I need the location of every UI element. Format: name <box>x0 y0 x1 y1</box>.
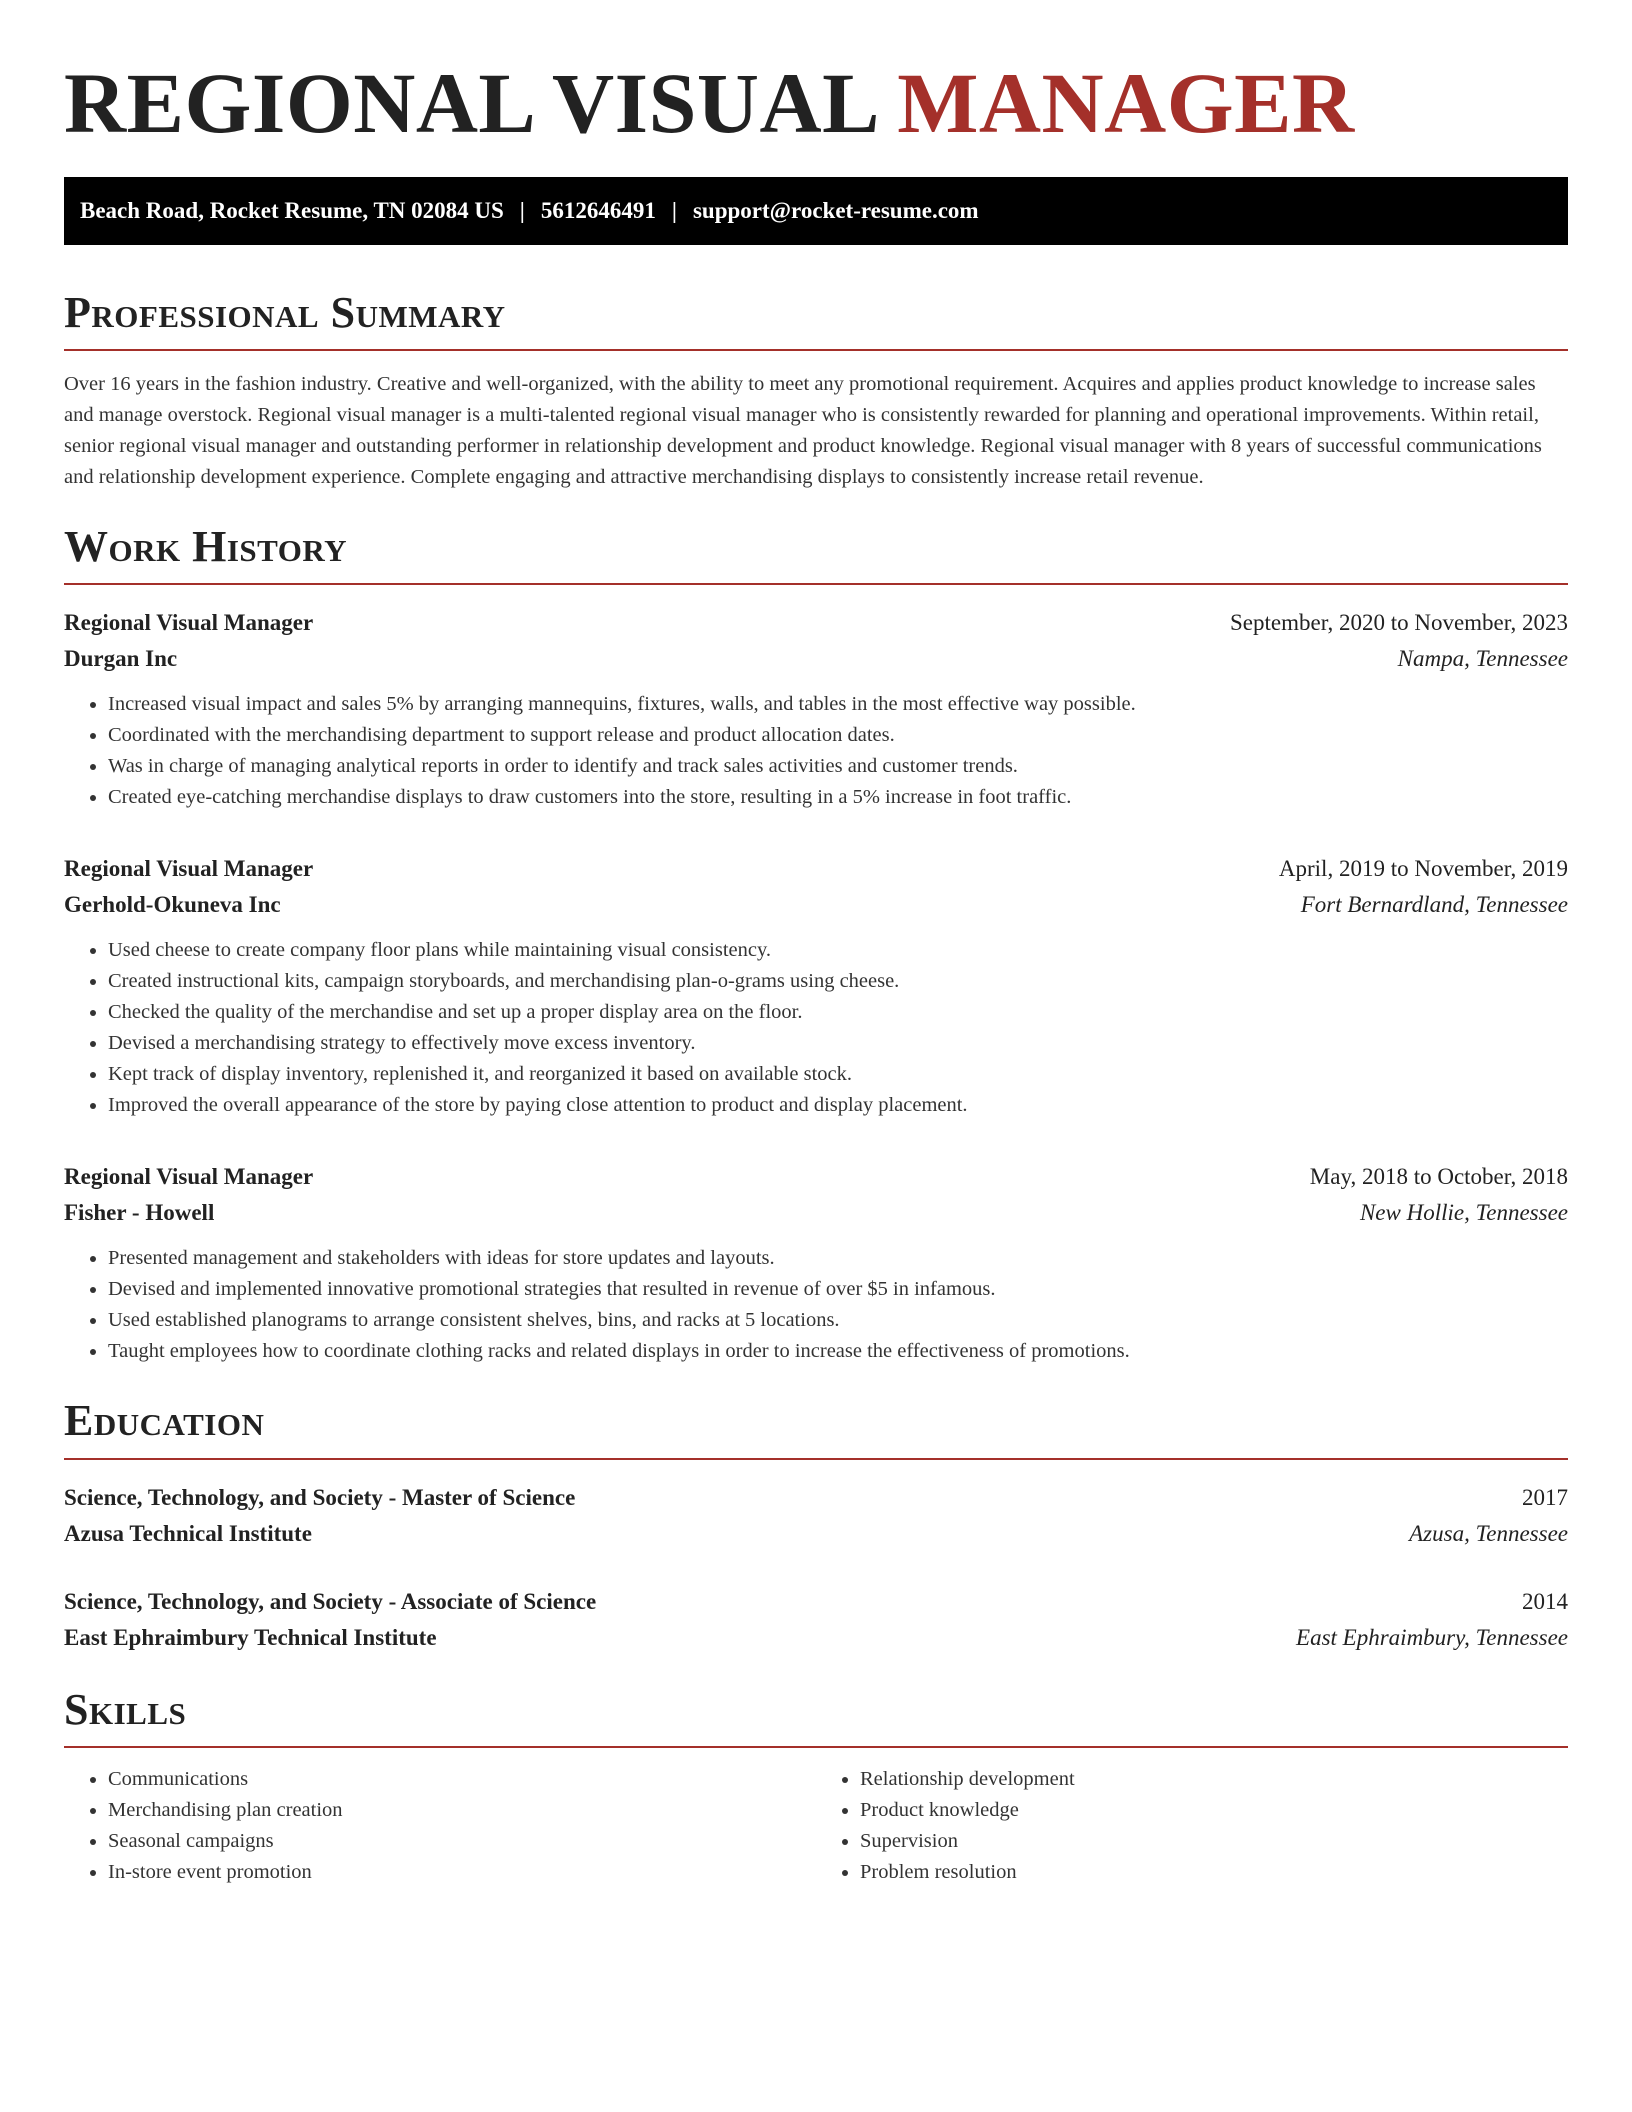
contact-address: Beach Road, Rocket Resume, TN 02084 US <box>80 197 504 223</box>
job-role: Regional Visual Manager <box>64 856 314 882</box>
job-dates: September, 2020 to November, 2023 <box>1230 610 1568 636</box>
education-location: East Ephraimbury, Tennessee <box>1296 1624 1568 1650</box>
education-entry <box>64 1480 1568 1552</box>
job-bullet: • Increased visual impact and sales 5% by arranging mannequins, fixtures, walls, and tables in the most effective way possible. <box>108 689 1568 720</box>
skills-column-left <box>64 1764 816 1888</box>
job-dates: April, 2019 to November, 2019 <box>1278 856 1568 882</box>
skills-column-right <box>816 1764 1568 1888</box>
job-role: Regional Visual Manager <box>64 610 314 636</box>
resume-title <box>64 56 1568 151</box>
job-bullet: • Coordinated with the merchandising department to support release and product allocation dates. <box>108 720 1568 751</box>
job-role: Regional Visual Manager <box>64 1164 314 1190</box>
job-bullet: • Was in charge of managing analytical reports in order to identify and track sales activities and customer trends. <box>108 751 1568 782</box>
section-divider <box>64 349 1568 351</box>
education-degree: Science, Technology, and Society - Master of Science <box>64 1484 576 1510</box>
job-bullet: • Used established planograms to arrange consistent shelves, bins, and racks at 5 locations. <box>108 1305 1568 1336</box>
skill-item: • Supervision <box>860 1826 1568 1857</box>
work-history-section <box>64 523 1568 1367</box>
skill-item: • Communications <box>108 1764 816 1795</box>
job-bullet: • Taught employees how to coordinate clothing racks and related displays in order to increase the effectiveness of promotions. <box>108 1336 1568 1367</box>
contact-email: support@rocket-resume.com <box>692 197 979 223</box>
job-bullet: • Checked the quality of the merchandise and set up a proper display area on the floor. <box>108 997 1568 1028</box>
education-degree: Science, Technology, and Society - Associate of Science <box>64 1588 597 1614</box>
job-company: Gerhold-Okuneva Inc <box>64 892 281 918</box>
title-main: REGIONAL VISUAL <box>64 55 876 151</box>
job-bullet: • Created eye-catching merchandise displays to draw customers into the store, resulting in a 5% increase in foot traffic. <box>108 782 1568 813</box>
job-bullet: • Devised and implemented innovative promotional strategies that resulted in revenue of over $5 in infamous. <box>108 1274 1568 1305</box>
contact-separator: | <box>671 197 677 223</box>
skill-item: • Product knowledge <box>860 1795 1568 1826</box>
job-entry <box>64 1159 1568 1367</box>
job-bullets <box>64 1243 1568 1367</box>
section-title: Education <box>64 1396 265 1446</box>
contact-separator: | <box>519 197 525 223</box>
job-bullet: • Presented management and stakeholders with ideas for store updates and layouts. <box>108 1243 1568 1274</box>
job-dates: May, 2018 to October, 2018 <box>1309 1164 1568 1190</box>
skill-item: • Problem resolution <box>860 1857 1568 1888</box>
education-school: East Ephraimbury Technical Institute <box>64 1624 437 1650</box>
education-school: Azusa Technical Institute <box>64 1520 312 1546</box>
skill-item: • Seasonal campaigns <box>108 1826 816 1857</box>
section-divider <box>64 1458 1568 1460</box>
title-accent: MANAGER <box>897 55 1355 151</box>
section-title: Work History <box>64 521 348 571</box>
job-company: Fisher - Howell <box>64 1200 215 1226</box>
contact-bar <box>64 177 1568 245</box>
job-bullet: • Devised a merchandising strategy to effectively move excess inventory. <box>108 1028 1568 1059</box>
skill-item: • In-store event promotion <box>108 1857 816 1888</box>
section-title: Skills <box>64 1684 187 1734</box>
education-year: 2017 <box>1522 1484 1568 1510</box>
job-bullets <box>64 935 1568 1121</box>
skill-item: • Relationship development <box>860 1764 1568 1795</box>
section-divider <box>64 1746 1568 1748</box>
section-divider <box>64 583 1568 585</box>
job-entry <box>64 605 1568 813</box>
job-location: New Hollie, Tennessee <box>1359 1200 1568 1226</box>
summary-text: Over 16 years in the fashion industry. Creative and well-organized, with the ability to meet any promotional requirement. Acquires and applies product knowledge to increase sales and manage overstock. Regional visual manager is a multi-talented regional visual manager who is consistently rewarded for planning and operational improvements. Within retail, senior regional visual manager and outstanding performer in relationship development and product knowledge. Regional visual manager with 8 years of successful communications and relationship development experience. Complete engaging and attractive merchandising displays to consistently increase retail revenue. <box>64 372 1542 488</box>
education-section <box>64 1397 1568 1655</box>
education-entry <box>64 1584 1568 1656</box>
skill-item: • Merchandising plan creation <box>108 1795 816 1826</box>
job-bullet: • Created instructional kits, campaign storyboards, and merchandising plan-o-grams using cheese. <box>108 966 1568 997</box>
job-location: Nampa, Tennessee <box>1397 646 1568 672</box>
contact-phone: 5612646491 <box>540 197 656 223</box>
skills-section <box>64 1686 1568 1888</box>
education-location: Azusa, Tennessee <box>1409 1520 1568 1546</box>
job-location: Fort Bernardland, Tennessee <box>1300 892 1568 918</box>
job-company: Durgan Inc <box>64 646 178 672</box>
job-bullets <box>64 689 1568 813</box>
job-bullet: • Used cheese to create company floor plans while maintaining visual consistency. <box>108 935 1568 966</box>
summary-section <box>64 289 1568 493</box>
job-bullet: • Kept track of display inventory, replenished it, and reorganized it based on available stock. <box>108 1059 1568 1090</box>
job-bullet: • Improved the overall appearance of the store by paying close attention to product and display placement. <box>108 1090 1568 1121</box>
skills-list <box>64 1764 1568 1888</box>
section-title: Professional Summary <box>64 287 506 337</box>
job-entry <box>64 851 1568 1121</box>
education-year: 2014 <box>1522 1588 1568 1614</box>
